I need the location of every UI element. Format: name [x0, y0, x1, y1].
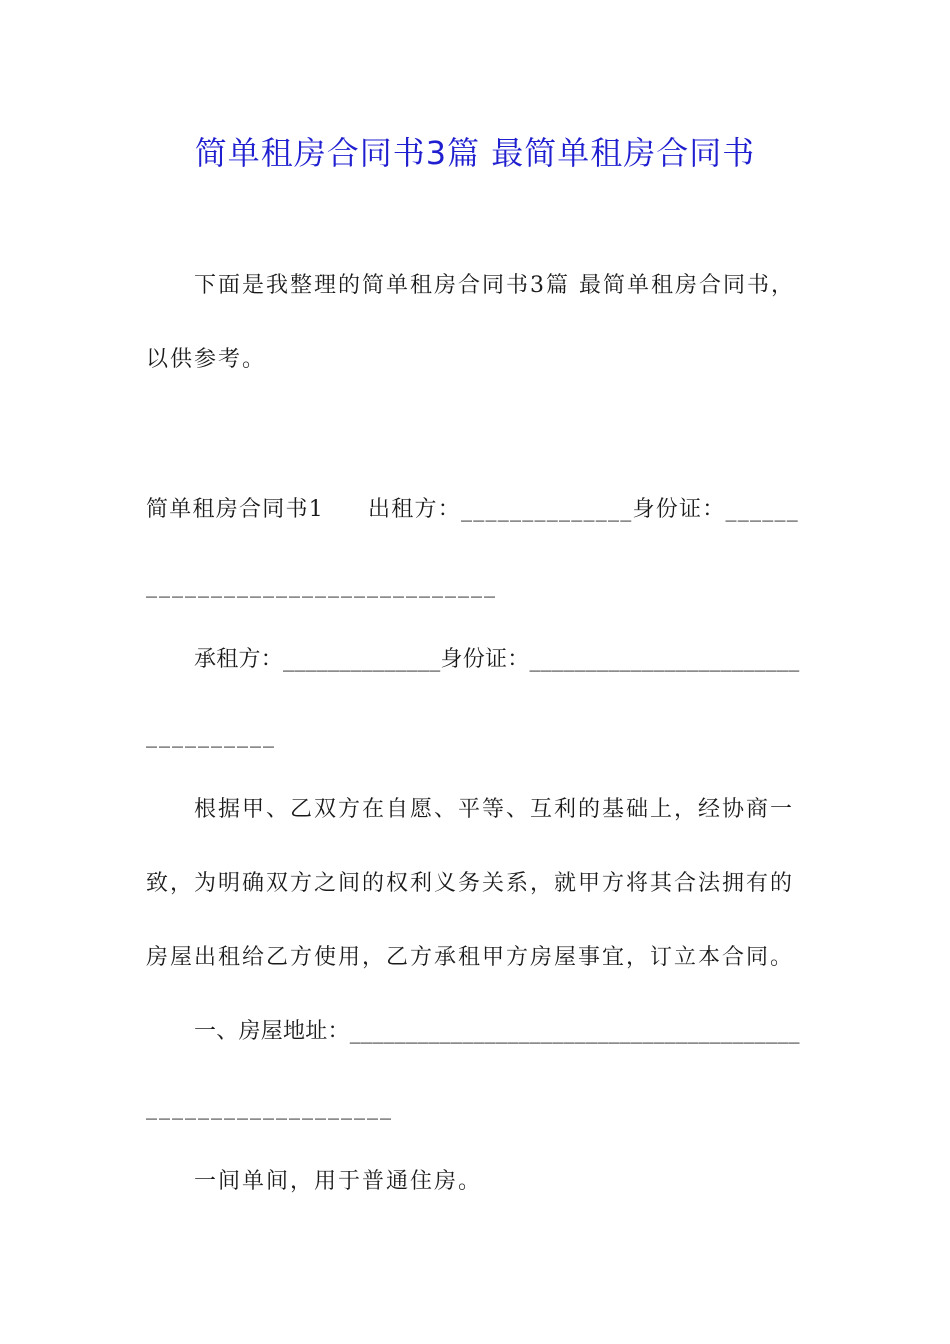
address-field-line-1: 一、房屋地址：________________________________________ — [194, 1019, 800, 1044]
intro-line-1: 下面是我整理的简单租房合同书3篇 最简单租房合同书， — [194, 273, 795, 298]
document-title: 简单租房合同书3篇 最简单租房合同书 — [194, 134, 756, 172]
contract-1-first-line — [146, 494, 806, 526]
lessee-field-line-1: 承租方：______________身份证：________________________ — [194, 647, 800, 672]
preamble-line-2: 致，为明确双方之间的权利义务关系，就甲方将其合法拥有的 — [146, 871, 795, 896]
lessee-field-line-2: __________ — [146, 723, 276, 748]
contract-1-heading: 简单租房合同书1 — [146, 497, 324, 522]
lessor-field-line-2: ___________________________ — [146, 573, 497, 598]
lessor-field-line-1: 出租方：______________身份证：______ — [368, 497, 800, 522]
preamble-line-1: 根据甲、乙双方在自愿、平等、互利的基础上，经协商一 — [194, 797, 795, 822]
intro-line-2: 以供参考。 — [146, 347, 267, 372]
address-field-line-2: ___________________ — [146, 1095, 393, 1120]
preamble-line-3: 房屋出租给乙方使用，乙方承租甲方房屋事宜，订立本合同。 — [146, 945, 795, 970]
room-description: 一间单间，用于普通住房。 — [194, 1169, 483, 1194]
